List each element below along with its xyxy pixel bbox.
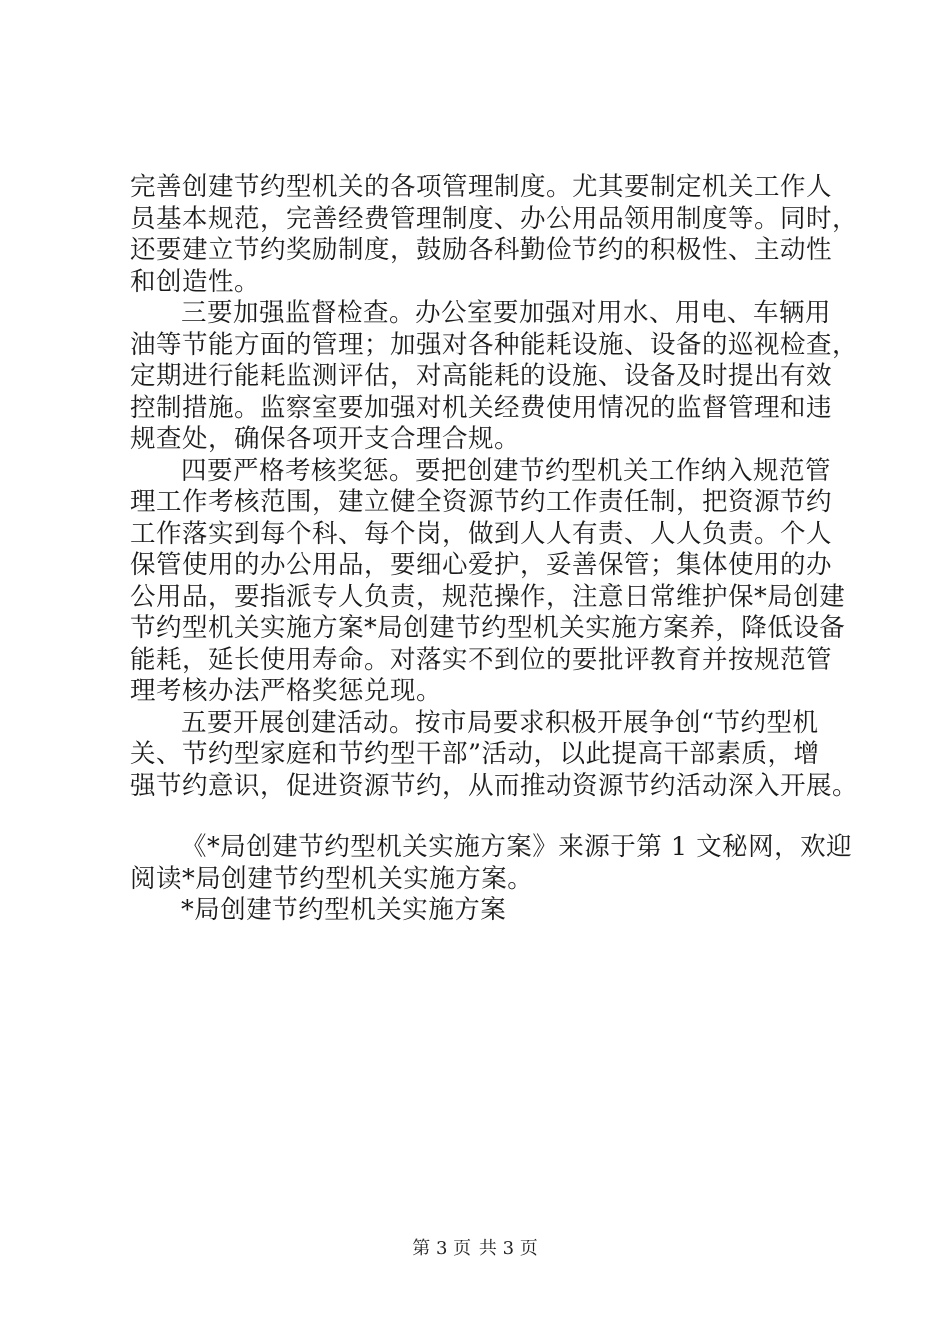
page-number: 第 3 页 <box>412 1238 472 1259</box>
paragraph-line: 三要加强监督检查。办公室要加强对用水、用电、车辆用 <box>181 298 832 328</box>
paragraph-line: 控制措施。监察室要加强对机关经费使用情况的监督管理和违 <box>130 392 833 423</box>
paragraph-line: 保管使用的办公用品，要细心爱护，妥善保管；集体使用的办 <box>130 550 833 580</box>
paragraph-line: 理考核办法严格奖惩兑现。 <box>130 676 443 706</box>
paragraph-line: 定期进行能耗监测评估，对高能耗的设施、设备及时提出有效 <box>130 361 833 391</box>
paragraph-line: 员基本规范，完善经费管理制度、办公用品领用制度等。同时， <box>130 203 859 234</box>
paragraph-line: 节约型机关实施方案*局创建节约型机关实施方案养，降低设备 <box>130 613 846 643</box>
paragraph-line: 规查处，确保各项开支合理合规。 <box>130 424 521 454</box>
source-note-line: 阅读*局创建节约型机关实施方案。 <box>130 863 534 894</box>
paragraph-line: 完善创建节约型机关的各项管理制度。尤其要制定机关工作人 <box>130 172 833 202</box>
source-note-line: 《*局创建节约型机关实施方案》来源于第 1 文秘网，欢迎 <box>181 832 853 862</box>
paragraph-line: 关、节约型家庭和节约型干部”活动，以此提高干部素质，增 <box>130 739 820 769</box>
paragraph-line: 能耗，延长使用寿命。对落实不到位的要批评教育并按规范管 <box>130 644 833 675</box>
paragraph-line: 五要开展创建活动。按市局要求积极开展争创“节约型机 <box>181 707 819 738</box>
paragraph-line: 理工作考核范围，建立健全资源节约工作责任制，把资源节约 <box>130 487 833 517</box>
paragraph-line: 油等节能方面的管理；加强对各种能耗设施、设备的巡视检查， <box>130 329 859 360</box>
document-body <box>130 172 859 927</box>
paragraph-gap <box>130 802 830 832</box>
page-total: 共 3 页 <box>478 1238 538 1259</box>
paragraph-line: 还要建立节约奖励制度，鼓励各科勤俭节约的积极性、主动性 <box>130 235 833 265</box>
paragraph-line: 和创造性。 <box>130 266 261 297</box>
paragraph-line: 公用品，要指派专人负责，规范操作，注意日常维护保*局创建 <box>130 581 846 612</box>
page-footer <box>0 1237 950 1261</box>
paragraph-line: 四要严格考核奖惩。要把创建节约型机关工作纳入规范管 <box>181 455 832 486</box>
paragraph-line: 强节约意识，促进资源节约，从而推动资源节约活动深入开展。 <box>130 770 859 801</box>
source-title-line: *局创建节约型机关实施方案 <box>181 895 507 925</box>
paragraph-line: 工作落实到每个科、每个岗，做到人人有责、人人负责。个人 <box>130 518 833 549</box>
